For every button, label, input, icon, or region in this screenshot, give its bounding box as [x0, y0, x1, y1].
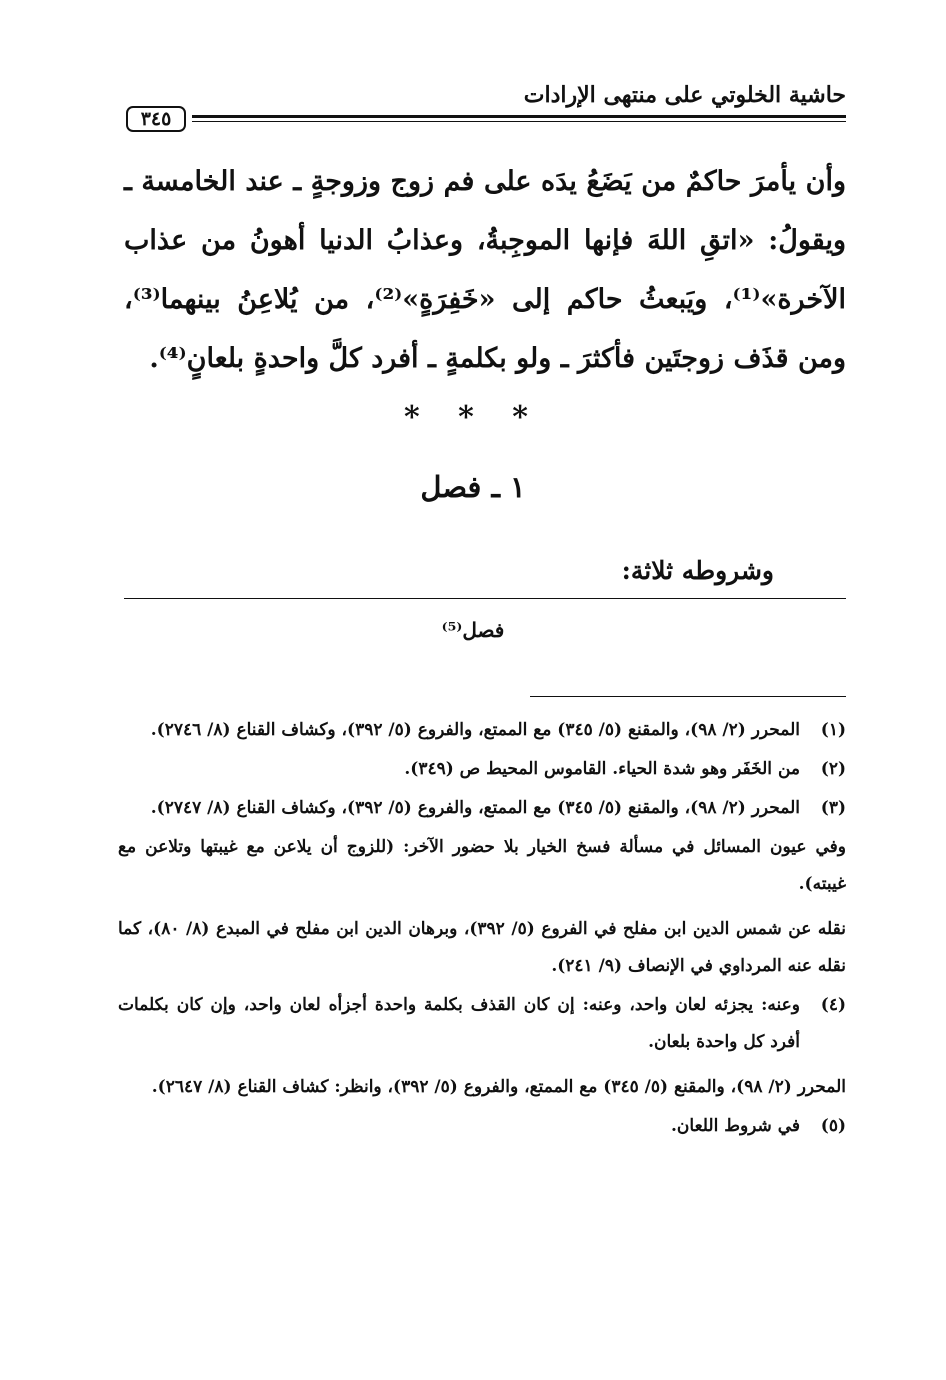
main-paragraph: وأن يأمرَ حاكمٌ من يَضَعُ يدَه على فم زوج وزوجةٍ ـ عند الخامسة ـ ويقولُ: «اتقِ اللهَ فإنها الموجِبةُ، وعذابُ الدنيا أهونُ من عذاب الآخرة»⁽¹⁾، ويَبعثُ حاكم إلى «خَفِرَةٍ»⁽²⁾، من يُلاعِنُ بينهما⁽³⁾، ومن قذَف زوجتَين فأكثرَ ـ ولو بكلمةٍ ـ أفرد كلَّ واحدةٍ بلعانٍ⁽⁴⁾.	[124, 166, 846, 374]
section-heading: ١ ـ فصل	[420, 470, 526, 504]
footnote-number: (٣)	[820, 798, 846, 818]
footnote-number: (٥)	[820, 1116, 846, 1136]
footnote-divider	[530, 696, 846, 697]
main-text-block	[124, 152, 846, 388]
header-rule-thick	[192, 115, 846, 118]
footnote-text: في شروط اللعان.	[670, 1116, 800, 1136]
footnote-text: وعنه: يجزئه لعان واحد، وعنه: إن كان القذف بكلمة واحدة أجزأه لعان واحد، وإن كان بكلمات أفرد كل واحدة بلعان.	[118, 995, 800, 1052]
footnote-text: المحرر (٢/ ٩٨)، والمقنع (٥/ ٣٤٥) مع الممتع، والفروع (٥/ ٣٩٢)، وكشاف القناع (٨/ ٢٧٤٦).	[150, 720, 800, 740]
footnotes-section	[118, 712, 846, 1147]
footnote-body	[118, 712, 800, 749]
main-divider	[124, 598, 846, 599]
footnote-4	[118, 987, 846, 1106]
footnote-body	[118, 790, 800, 827]
footnote-text: المحرر (٢/ ٩٨)، والمقنع (٥/ ٣٤٥) مع الممتع، والفروع (٥/ ٣٩٢)، وانظر: كشاف القناع (٨/ ٢٦٤٧).	[151, 1077, 846, 1097]
conditions-label: وشروطه ثلاثة:	[621, 556, 774, 585]
footnote-body	[118, 987, 846, 1106]
footnote-5	[118, 1108, 846, 1145]
section-separator-stars: * * *	[404, 400, 542, 435]
footnote-3-continuation	[118, 829, 846, 985]
footnote-2	[118, 751, 846, 788]
footnote-text: المحرر (٢/ ٩٨)، والمقنع (٥/ ٣٤٥) مع الممتع، والفروع (٥/ ٣٩٢)، وكشاف القناع (٨/ ٢٧٤٧).	[150, 798, 800, 818]
footnote-3	[118, 790, 846, 827]
footnote-1	[118, 712, 846, 749]
footnote-number: (٤)	[820, 995, 846, 1015]
footnote-text: وفي عيون المسائل في مسألة فسخ الخيار بلا حضور الآخر: (للزوج أن يلاعن مع غيبتها وتلاعن مع غيبته).	[118, 837, 846, 894]
running-header-title: حاشية الخلوتي على منتهى الإرادات	[523, 82, 846, 108]
footnote-number: (١)	[820, 720, 846, 740]
footnote-body	[118, 829, 846, 985]
header-rule-thin	[192, 121, 846, 122]
page-number-badge: ٣٤٥	[126, 106, 186, 132]
footnote-number: (٢)	[820, 759, 846, 779]
footnote-text: من الخَفَر وهو شدة الحياء. القاموس المحيط ص (٣٤٩).	[404, 759, 800, 779]
footnote-text: نقله عن شمس الدين ابن مفلح في الفروع (٥/ ٣٩٢)، وبرهان الدين ابن مفلح في المبدع (٨/ ٨٠)، كما نقله عنه المرداوي في الإنصاف (٩/ ٢٤١).	[118, 919, 846, 976]
footnote-body	[118, 1108, 800, 1145]
sub-heading: فصل⁽⁵⁾	[441, 618, 505, 642]
footnote-body	[118, 751, 800, 788]
